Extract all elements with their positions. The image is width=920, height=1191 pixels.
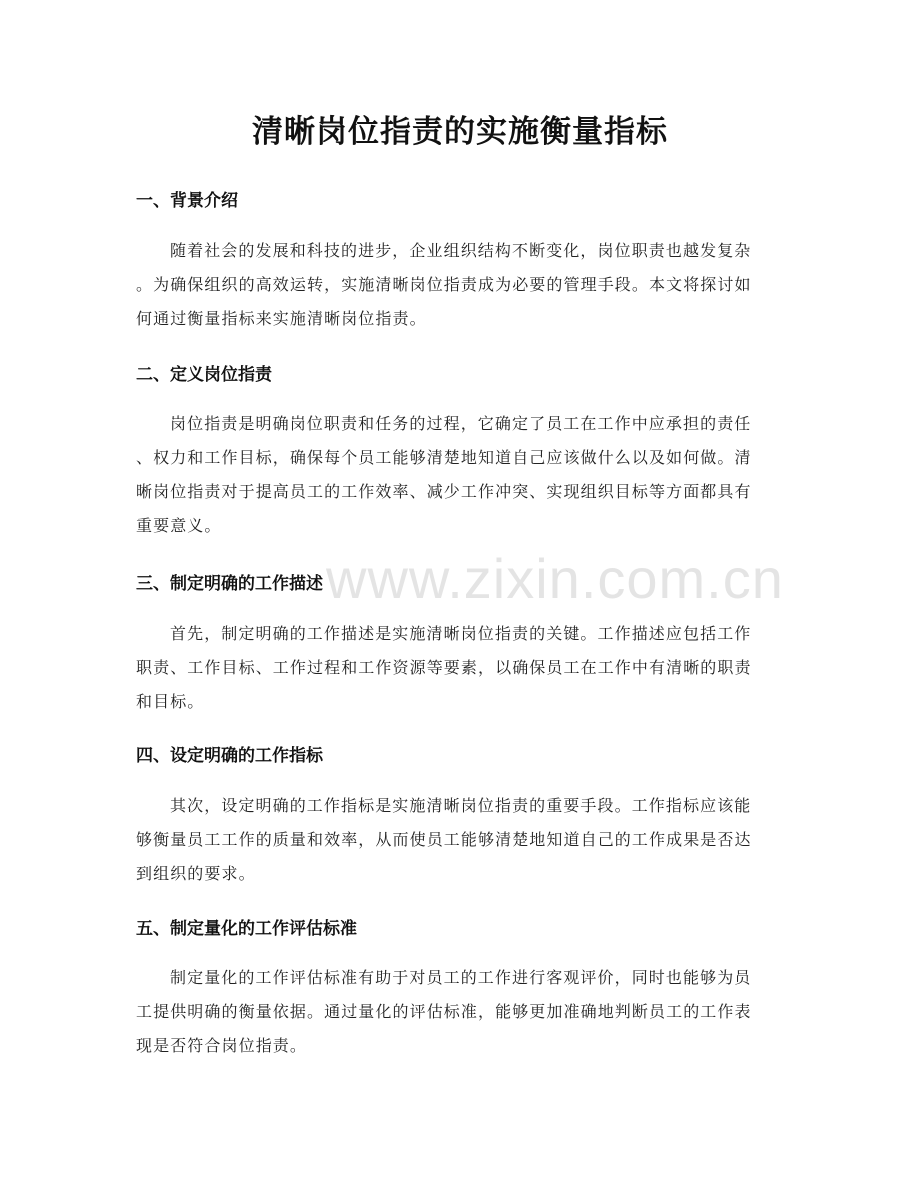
paragraph-line: 、权力和工作目标，确保每个员工能够清楚地知道自己应该做什么以及如何做。清 <box>136 448 752 467</box>
section-heading-definition: 二、定义岗位指责 <box>136 365 272 385</box>
paragraph-line: 重要意义。 <box>136 516 222 535</box>
paragraph-line: 制定量化的工作评估标准有助于对员工的工作进行客观评价，同时也能够为员 <box>170 968 752 987</box>
paragraph-line: 随着社会的发展和科技的进步，企业组织结构不断变化，岗位职责也越发复杂 <box>170 241 752 260</box>
paragraph-line: 现是否符合岗位指责。 <box>136 1036 308 1055</box>
section-heading-job-description: 三、制定明确的工作描述 <box>136 574 323 594</box>
paragraph-line: 。为确保组织的高效运转，实施清晰岗位指责成为必要的管理手段。本文将探讨如 <box>136 275 752 294</box>
section-paragraph-definition <box>136 407 786 543</box>
paragraph-line: 其次，设定明确的工作指标是实施清晰岗位指责的重要手段。工作指标应该能 <box>170 796 752 815</box>
section-paragraph-job-description <box>136 617 786 719</box>
section-paragraph-work-indicators <box>136 789 786 891</box>
paragraph-line: 职责、工作目标、工作过程和工作资源等要素，以确保员工在工作中有清晰的职责 <box>136 658 752 677</box>
section-paragraph-background <box>136 234 786 336</box>
paragraph-line: 工提供明确的衡量依据。通过量化的评估标准，能够更加准确地判断员工的工作表 <box>136 1002 752 1021</box>
document-title: 清晰岗位指责的实施衡量指标 <box>252 114 668 150</box>
paragraph-line: 晰岗位指责对于提高员工的工作效率、减少工作冲突、实现组织目标等方面都具有 <box>136 482 752 501</box>
paragraph-line: 首先，制定明确的工作描述是实施清晰岗位指责的关键。工作描述应包括工作 <box>170 624 752 643</box>
section-heading-background: 一、背景介绍 <box>136 191 238 211</box>
watermark: www.zixin.com.cn <box>326 547 784 610</box>
paragraph-line: 岗位指责是明确岗位职责和任务的过程，它确定了员工在工作中应承担的责任 <box>170 414 752 433</box>
paragraph-line: 和目标。 <box>136 692 205 711</box>
paragraph-line: 到组织的要求。 <box>136 864 256 883</box>
section-paragraph-evaluation-standards <box>136 961 786 1063</box>
paragraph-line: 够衡量员工工作的质量和效率，从而使员工能够清楚地知道自己的工作成果是否达 <box>136 830 752 849</box>
section-heading-evaluation-standards: 五、制定量化的工作评估标准 <box>136 919 357 939</box>
paragraph-line: 何通过衡量指标来实施清晰岗位指责。 <box>136 309 427 328</box>
section-heading-work-indicators: 四、设定明确的工作指标 <box>136 746 323 766</box>
